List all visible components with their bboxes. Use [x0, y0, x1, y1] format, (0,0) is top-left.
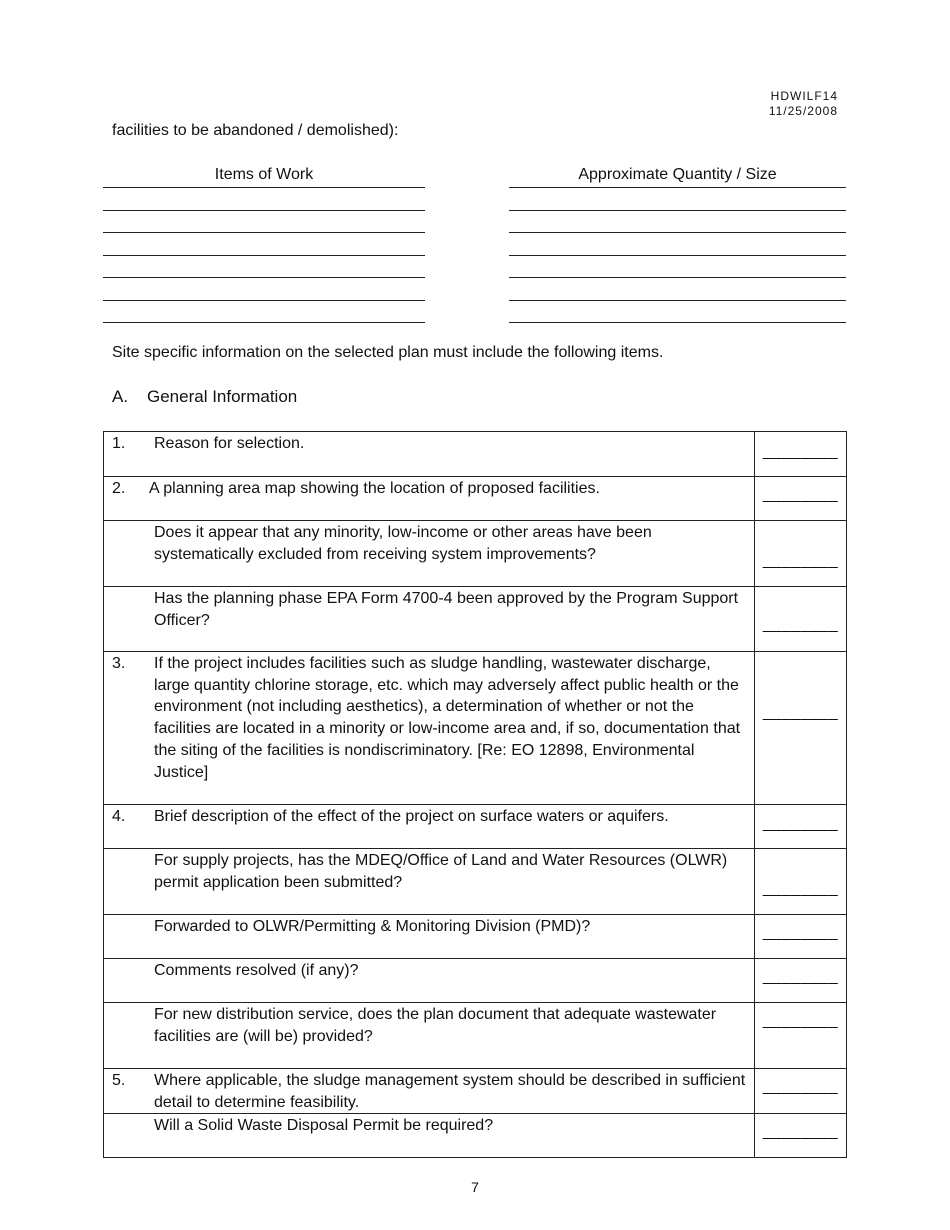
- work-item-line: [103, 322, 425, 323]
- work-item-line: [103, 300, 425, 301]
- answer-blank-cell[interactable]: [755, 1069, 847, 1114]
- quantity-line: [509, 232, 846, 233]
- document-header: [769, 89, 838, 119]
- checklist-row: [104, 1114, 847, 1158]
- checklist-table: [103, 431, 847, 1158]
- work-item-line: [103, 187, 425, 188]
- quantity-line: [509, 255, 846, 256]
- quantity-line: [509, 277, 846, 278]
- checklist-row: [104, 1003, 847, 1069]
- checklist-row: [104, 849, 847, 915]
- intro-text: facilities to be abandoned / demolished):: [112, 122, 399, 139]
- answer-blank-cell[interactable]: [755, 1114, 847, 1158]
- answer-blank[interactable]: ________: [762, 616, 839, 633]
- item-number: 4.: [112, 808, 126, 825]
- answer-blank-cell[interactable]: [755, 849, 847, 915]
- checklist-row: [104, 432, 847, 477]
- checklist-row: [104, 959, 847, 1003]
- item-text: Has the planning phase EPA Form 4700-4 been approved by the Program Support Officer?: [154, 590, 739, 629]
- answer-blank-cell[interactable]: [755, 805, 847, 849]
- answer-blank[interactable]: ________: [762, 1078, 839, 1095]
- answer-blank[interactable]: ________: [762, 968, 839, 985]
- items-of-work-header: Items of Work: [214, 166, 314, 183]
- item-text: Brief description of the effect of the project on surface waters or aquifers.: [154, 808, 669, 825]
- checklist-row: [104, 1069, 847, 1114]
- answer-blank-cell[interactable]: [755, 959, 847, 1003]
- answer-blank-cell[interactable]: [755, 521, 847, 587]
- answer-blank[interactable]: ________: [762, 443, 839, 460]
- answer-blank-cell[interactable]: [755, 1003, 847, 1069]
- answer-blank[interactable]: ________: [762, 486, 839, 503]
- item-text: Reason for selection.: [154, 435, 305, 452]
- item-number: 2.: [112, 480, 126, 497]
- quantity-line: [509, 322, 846, 323]
- item-number: 5.: [112, 1072, 126, 1089]
- answer-blank-cell[interactable]: [755, 915, 847, 959]
- answer-blank[interactable]: ________: [762, 815, 839, 832]
- answer-blank-cell[interactable]: [755, 652, 847, 805]
- form-date: 11/25/2008: [768, 104, 838, 118]
- quantity-line: [509, 210, 846, 211]
- answer-blank[interactable]: ________: [762, 704, 839, 721]
- item-text: Forwarded to OLWR/Permitting & Monitoring Division (PMD)?: [154, 918, 591, 935]
- answer-blank-cell[interactable]: [755, 587, 847, 652]
- item-number: 3.: [112, 655, 126, 672]
- work-item-line: [103, 210, 425, 211]
- section-title: General Information: [147, 387, 298, 406]
- item-text: For supply projects, has the MDEQ/Office of Land and Water Resources (OLWR) permit application been submitted?: [154, 852, 728, 891]
- answer-blank-cell[interactable]: [755, 477, 847, 521]
- answer-blank[interactable]: ________: [762, 552, 839, 569]
- answer-blank[interactable]: ________: [762, 1012, 839, 1029]
- answer-blank-cell[interactable]: [755, 432, 847, 477]
- item-number: 1.: [112, 435, 126, 452]
- checklist-row: [104, 521, 847, 587]
- work-item-line: [103, 255, 425, 256]
- item-text: Will a Solid Waste Disposal Permit be required?: [154, 1117, 494, 1135]
- checklist-row: [104, 652, 847, 805]
- checklist-row: [104, 805, 847, 849]
- page-number: 7: [471, 1179, 479, 1195]
- section-heading: [112, 387, 297, 407]
- checklist-row: [104, 587, 847, 652]
- answer-blank[interactable]: ________: [762, 1123, 839, 1141]
- form-id: HDWILF14: [770, 89, 838, 103]
- work-item-line: [103, 232, 425, 233]
- work-item-line: [103, 277, 425, 278]
- item-text: Comments resolved (if any)?: [154, 962, 359, 979]
- item-text: For new distribution service, does the plan document that adequate wastewater facilities are (will be) provided?: [154, 1006, 717, 1045]
- quantity-line: [509, 300, 846, 301]
- answer-blank[interactable]: ________: [762, 880, 839, 897]
- quantity-size-header: Approximate Quantity / Size: [578, 166, 777, 183]
- section-label: A.: [112, 387, 129, 406]
- item-text: Does it appear that any minority, low-income or other areas have been systematically excluded from receiving system improvements?: [154, 524, 652, 563]
- item-text: A planning area map showing the location of proposed facilities.: [149, 480, 600, 497]
- checklist-row: [104, 915, 847, 959]
- answer-blank[interactable]: ________: [762, 924, 839, 941]
- item-text: If the project includes facilities such as sludge handling, wastewater discharge, large quantity chlorine storage, etc. which may adversely affect public health or the environment (not including aesthetics), a determination of whether or not the facilities are located in a minority or low-income area and, if so, documentation that the siting of the facilities is nondiscriminatory. [Re: EO 12898, Environmental Justice]: [154, 655, 741, 781]
- site-info-text: Site specific information on the selected plan must include the following items.: [112, 344, 664, 361]
- checklist-row: [104, 477, 847, 521]
- quantity-line: [509, 187, 846, 188]
- item-text: Where applicable, the sludge management system should be described in sufficient detail to determine feasibility.: [154, 1072, 746, 1111]
